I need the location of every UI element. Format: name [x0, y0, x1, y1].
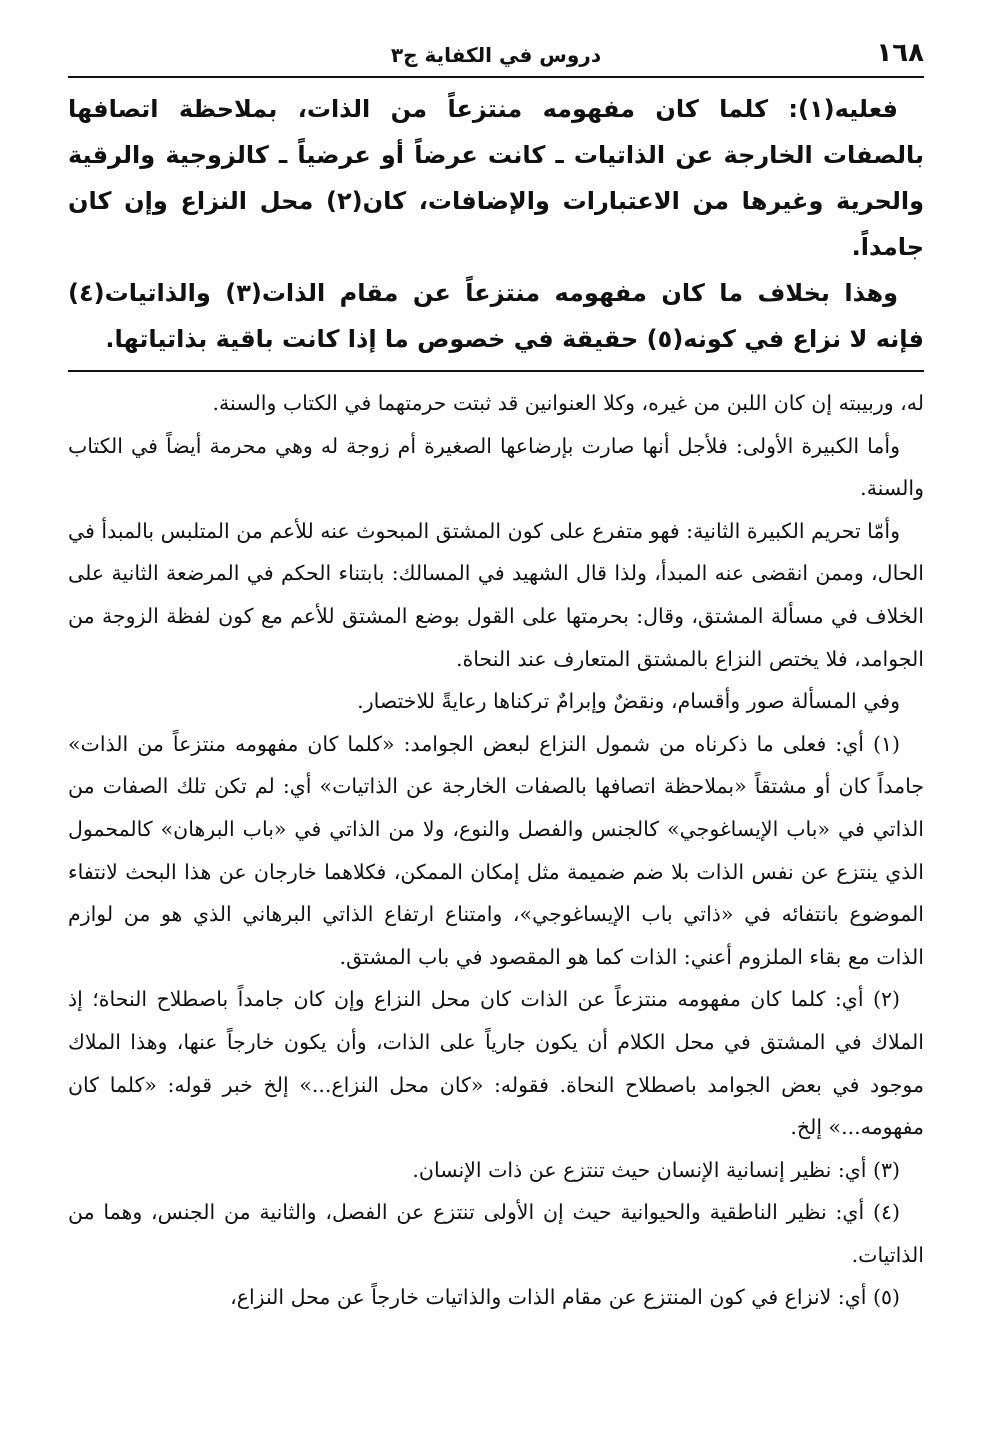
footnote-4: (٤) أي: نظير الناطقية والحيوانية حيث إن الأولى تنتزع عن الفصل، والثانية من الجنس، وهما من الذاتيات. — [68, 1200, 924, 1267]
main-paragraph: فعليه(١): كلما كان مفهومه منتزعاً من الذات، بملاحظة اتصافها بالصفات الخارجة عن الذاتيات ـ كانت عرضاً أو عرضياً ـ كالزوجية والرقية والحرية وغيرها من الاعتبارات والإضافات، كان(٢) محل النزاع وإن كان جامداً. — [68, 95, 925, 261]
footnote-2: (٢) أي: كلما كان مفهومه منتزعاً عن الذات كان محل النزاع وإن كان جامداً باصطلاح النحاة؛ إذ الملاك في المشتق في محل الكلام أن يكون جارياً على الذات، وأن يكون خارجاً عنها، وهذا الملاك موجود في بعض الجوامد باصطلاح النحاة. فقوله: «كان محل النزاع...» إلخ خبر قوله: «كلما كان مفهومه...» إلخ. — [68, 987, 924, 1140]
page-header — [68, 32, 924, 78]
main-paragraph: وهذا بخلاف ما كان مفهومه منتزعاً عن مقام الذات(٣) والذاتيات(٤) فإنه لا نزاع في كونه(٥) حقيقة في خصوص ما إذا كانت باقية بذاتياتها. — [68, 279, 924, 353]
footnote-separator — [68, 370, 924, 372]
page-number: ١٦٨ — [876, 38, 924, 68]
note-paragraph: وأمّا تحريم الكبيرة الثانية: فهو متفرع على كون المشتق المبحوث عنه للأعم من المتلبس بالمبدأ في الحال، وممن انقضى عنه المبدأ، ولذا قال الشهيد في المسالك: بابتناء الحكم في المرضعة الثانية على الخلاف في مسألة المشتق، وقال: بحرمتها على القول بوضع المشتق للأعم مع كون لفظة الزوجة من الجوامد، فلا يختص النزاع بالمشتق المتعارف عند النحاة. — [68, 518, 924, 671]
main-text — [68, 86, 924, 362]
book-page — [68, 32, 924, 1319]
footnotes-section — [68, 382, 924, 1319]
note-paragraph: وفي المسألة صور وأقسام، ونقضٌ وإبرامٌ تركناها رعايةً للاختصار. — [357, 689, 900, 714]
footnote-3: (٣) أي: نظير إنسانية الإنسان حيث تنتزع عن ذات الإنسان. — [412, 1157, 900, 1182]
running-title: دروس في الكفاية ج٣ — [390, 43, 602, 67]
note-continuation: له، وربيبته إن كان اللبن من غيره، وكلا العنوانين قد ثبتت حرمتهما في الكتاب والسنة. — [212, 391, 924, 415]
note-paragraph: وأما الكبيرة الأولى: فلأجل أنها صارت بإرضاعها الصغيرة أم زوجة له وهي محرمة أيضاً في الكتاب والسنة. — [68, 433, 924, 501]
footnote-5: (٥) أي: لانزاع في كون المنتزع عن مقام الذات والذاتيات خارجاً عن محل النزاع، — [230, 1285, 900, 1310]
footnote-1: (١) أي: فعلى ما ذكرناه من شمول النزاع لبعض الجوامد: «كلما كان مفهومه منتزعاً من الذات» جامداً كان أو مشتقاً «بملاحظة اتصافها بالصفات الخارجة عن الذاتيات» أي: لم تكن تلك الصفات من الذاتي في «باب الإيساغوجي» كالجنس والفصل والنوع، ولا من الذاتي في «باب البرهان» كالمحمول الذي ينتزع عن نفس الذات بلا ضم ضميمة مثل إمكان الممكن، فكلاهما خارجان عن هذا البحث لانتفاء الموضوع بانتفائه في «ذاتي باب الإيساغوجي»، وامتناع ارتفاع الذاتي البرهاني الذي هو من لوازم الذات مع بقاء الملزوم أعني: الذات كما هو المقصود في باب المشتق. — [68, 731, 924, 969]
